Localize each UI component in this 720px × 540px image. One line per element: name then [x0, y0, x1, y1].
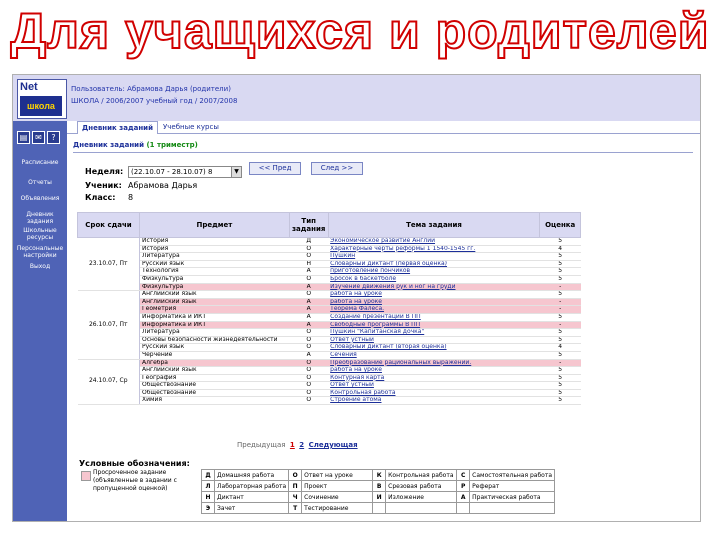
cell-subject: История: [140, 238, 290, 246]
cell-type: О: [289, 336, 328, 344]
table-row: [78, 351, 581, 359]
legend-code: [457, 503, 470, 514]
student-label: Ученик:: [85, 181, 122, 190]
left-nav: [13, 121, 67, 521]
col-header-topic[interactable]: Тема задания: [328, 213, 540, 238]
cell-subject: Физкультура: [140, 283, 290, 291]
nav-item-reports[interactable]: Отчеты: [28, 179, 52, 186]
chevron-down-icon[interactable]: ▼: [231, 167, 241, 177]
cell-subject: Английский язык: [140, 367, 290, 375]
legend-meaning: Практическая работа: [470, 492, 555, 503]
netschool-logo[interactable]: [17, 79, 67, 119]
table-row: [78, 397, 581, 405]
cell-topic[interactable]: работа на уроке: [328, 291, 540, 299]
legend-code: П: [289, 481, 302, 492]
legend-meaning: Лабораторная работа: [215, 481, 289, 492]
cell-subject: Физкультура: [140, 275, 290, 283]
legend-code: Ч: [289, 492, 302, 503]
cell-subject: Русский язык: [140, 260, 290, 268]
legend-note: Просроченное задание (объявленные в задании с пропущенной оценкой): [93, 469, 177, 492]
student-value: Абрамова Дарья: [128, 181, 198, 190]
cell-subject: Геометрия: [140, 306, 290, 314]
cell-grade: -: [540, 359, 581, 367]
col-header-grade[interactable]: Оценка: [540, 213, 581, 238]
cell-subject: Химия: [140, 397, 290, 405]
cell-subject: Информатика и ИКТ: [140, 313, 290, 321]
cell-grade: 5: [540, 238, 581, 246]
legend-meaning: [470, 503, 555, 514]
table-body: [78, 238, 581, 405]
legend-code: [373, 503, 386, 514]
legend-meaning: Проект: [302, 481, 373, 492]
class-label: Класс:: [85, 193, 116, 202]
legend-meaning: Тестирование: [302, 503, 373, 514]
cell-subject: Английский язык: [140, 298, 290, 306]
cell-grade: 5: [540, 382, 581, 390]
week-select-value: (22.10.07 - 28.10.07) 8: [131, 168, 213, 176]
cell-grade: 5: [540, 336, 581, 344]
cell-topic[interactable]: приготовление пончиков: [328, 268, 540, 276]
cell-topic[interactable]: Бросок в баскетболе: [328, 275, 540, 283]
cell-grade: 5: [540, 329, 581, 337]
cell-grade: -: [540, 298, 581, 306]
legend-meaning: Срезовая работа: [386, 481, 457, 492]
legend-meaning: Реферат: [470, 481, 555, 492]
legend-meaning: Сочинение: [302, 492, 373, 503]
prev-week-button[interactable]: << Пред: [249, 162, 301, 175]
cell-grade: 4: [540, 344, 581, 352]
cell-subject: Английский язык: [140, 291, 290, 299]
table-row: [78, 238, 581, 246]
table-row: [78, 359, 581, 367]
table-row: [78, 382, 581, 390]
cell-subject: Обществознание: [140, 389, 290, 397]
cell-type: А: [289, 283, 328, 291]
overdue-swatch: [81, 471, 91, 481]
cell-subject: Литература: [140, 329, 290, 337]
legend-row: [202, 470, 555, 481]
tab-diary[interactable]: Дневник заданий: [77, 121, 158, 134]
legend-table: [201, 469, 555, 514]
cell-grade: -: [540, 306, 581, 314]
cell-type: А: [289, 313, 328, 321]
cell-type: А: [289, 306, 328, 314]
table-row: [78, 374, 581, 382]
cell-grade: 5: [540, 275, 581, 283]
cell-grade: 4: [540, 245, 581, 253]
legend-meaning: Зачет: [215, 503, 289, 514]
cell-date: 23.10.07, Пт: [78, 238, 140, 291]
legend-meaning: Диктант: [215, 492, 289, 503]
cell-topic[interactable]: Экономическое развитие Англии: [328, 238, 540, 246]
legend-code: Л: [202, 481, 215, 492]
legend-code: В: [373, 481, 386, 492]
cell-type: О: [289, 374, 328, 382]
table-row: [78, 268, 581, 276]
breadcrumb[interactable]: ШКОЛА / 2006/2007 учебный год / 2007/2008: [71, 97, 238, 105]
table-row: [78, 367, 581, 375]
week-label: Неделя:: [85, 167, 124, 176]
legend-code: Н: [202, 492, 215, 503]
col-header-date[interactable]: Срок сдачи: [78, 213, 140, 238]
pager-next[interactable]: Следующая: [308, 441, 358, 449]
term-label: (1 триместр): [146, 141, 198, 149]
table-row: [78, 260, 581, 268]
legend-code: А: [457, 492, 470, 503]
logo-net-text: Net: [20, 81, 38, 93]
cell-topic[interactable]: Изучение движения рук и ног на груди: [328, 283, 540, 291]
nav-icon-bar: [17, 125, 62, 141]
divider: [73, 152, 693, 153]
pager-page-2[interactable]: 2: [299, 441, 305, 449]
table-row: [78, 329, 581, 337]
cell-topic[interactable]: работа на уроке: [328, 367, 540, 375]
cell-subject: Литература: [140, 253, 290, 261]
table-row: [78, 344, 581, 352]
app-window: [12, 74, 701, 522]
table-row: [78, 389, 581, 397]
cell-topic[interactable]: Пушкин: [328, 253, 540, 261]
table-row: [78, 291, 581, 299]
cell-grade: 5: [540, 291, 581, 299]
nav-item-diary[interactable]: Дневник задания: [26, 211, 54, 225]
cell-topic[interactable]: Теорема Фалеса.: [328, 306, 540, 314]
cell-subject: Технология: [140, 268, 290, 276]
cell-subject: Русский язык: [140, 344, 290, 352]
table-header-row: [78, 213, 581, 238]
nav-item-settings[interactable]: Персональные настройки: [16, 245, 64, 259]
slide-title: Для учащихся и родителей: [10, 3, 710, 59]
table-row: [78, 313, 581, 321]
next-week-button[interactable]: След >>: [311, 162, 363, 175]
logo-school-text: школа: [20, 96, 62, 116]
cell-type: А: [289, 298, 328, 306]
cell-topic[interactable]: Ответ устный: [328, 382, 540, 390]
cell-type: О: [289, 329, 328, 337]
cell-topic[interactable]: Контурная карта: [328, 374, 540, 382]
cell-topic[interactable]: работа на уроке: [328, 298, 540, 306]
cell-type: О: [289, 359, 328, 367]
cell-date: 24.10.07, Ср: [78, 359, 140, 405]
legend-code: Э: [202, 503, 215, 514]
cell-type: Н: [289, 260, 328, 268]
legend-code: С: [457, 470, 470, 481]
cell-type: О: [289, 291, 328, 299]
page-title: [73, 141, 198, 149]
tab-bar: [67, 121, 700, 134]
week-select[interactable]: [128, 166, 242, 178]
legend-meaning: Изложение: [386, 492, 457, 503]
table-row: [78, 283, 581, 291]
cell-date: 26.10.07, Пт: [78, 291, 140, 359]
cell-type: Д: [289, 238, 328, 246]
cell-grade: 5: [540, 351, 581, 359]
legend-code: И: [373, 492, 386, 503]
cell-topic[interactable]: Строение атома: [328, 397, 540, 405]
cell-topic[interactable]: Словарный диктант (вторая оценка): [328, 344, 540, 352]
cell-type: А: [289, 351, 328, 359]
cell-grade: 5: [540, 268, 581, 276]
cell-type: О: [289, 397, 328, 405]
cell-type: О: [289, 253, 328, 261]
cell-topic[interactable]: Характерные черты реформы 1 1540-1545 гг.: [328, 245, 540, 253]
cell-topic[interactable]: Преобразование рациональных выражений.: [328, 359, 540, 367]
nav-item-exit[interactable]: Выход: [29, 263, 51, 270]
legend-meaning: [386, 503, 457, 514]
cell-subject: География: [140, 374, 290, 382]
legend-row: [202, 503, 555, 514]
table-row: [78, 336, 581, 344]
legend-code: К: [373, 470, 386, 481]
cell-subject: Информатика и ИКТ: [140, 321, 290, 329]
table-row: [78, 321, 581, 329]
nav-item-resources[interactable]: Школьные ресурсы: [23, 227, 57, 241]
legend-row: [202, 481, 555, 492]
pager-prev: Предыдущая: [237, 441, 286, 449]
cell-grade: -: [540, 283, 581, 291]
cell-type: О: [289, 245, 328, 253]
cell-grade: -: [540, 321, 581, 329]
calendar-icon[interactable]: ▤: [17, 131, 30, 144]
cell-subject: История: [140, 245, 290, 253]
legend-code: Т: [289, 503, 302, 514]
cell-topic[interactable]: Контрольная работа: [328, 389, 540, 397]
cell-type: О: [289, 344, 328, 352]
legend-code: Д: [202, 470, 215, 481]
cell-type: А: [289, 321, 328, 329]
cell-topic[interactable]: Свободные программы В ПП: [328, 321, 540, 329]
cell-type: О: [289, 389, 328, 397]
cell-type: О: [289, 367, 328, 375]
app-header: [13, 75, 700, 121]
cell-topic[interactable]: Словарный диктант (первая оценка): [328, 260, 540, 268]
cell-grade: 5: [540, 253, 581, 261]
user-line: Пользователь: Абрамова Дарья (родители): [71, 85, 231, 93]
legend-row: [202, 492, 555, 503]
cell-type: О: [289, 275, 328, 283]
assignments-table: [77, 212, 581, 405]
cell-topic[interactable]: Сечения: [328, 351, 540, 359]
cell-grade: 5: [540, 374, 581, 382]
legend-meaning: Контрольная работа: [386, 470, 457, 481]
cell-type: А: [289, 268, 328, 276]
cell-topic[interactable]: Ответ устный: [328, 336, 540, 344]
pager: [237, 441, 358, 449]
cell-grade: 5: [540, 313, 581, 321]
nav-item-announcements[interactable]: Объявления: [20, 195, 60, 202]
table-row: [78, 253, 581, 261]
table-row: [78, 306, 581, 314]
help-icon[interactable]: ?: [47, 131, 60, 144]
cell-topic[interactable]: Пушкин "Капитанская дочка": [328, 329, 540, 337]
col-header-subject[interactable]: Предмет: [140, 213, 290, 238]
tab-courses[interactable]: Учебные курсы: [163, 123, 219, 131]
table-row: [78, 298, 581, 306]
cell-topic[interactable]: Создание презентации В ПП: [328, 313, 540, 321]
mail-icon[interactable]: ✉: [32, 131, 45, 144]
cell-grade: 5: [540, 367, 581, 375]
legend-code: Р: [457, 481, 470, 492]
legend-meaning: Домашняя работа: [215, 470, 289, 481]
cell-type: О: [289, 382, 328, 390]
cell-subject: Основы безопасности жизнедеятельности: [140, 336, 290, 344]
legend-meaning: Ответ на уроке: [302, 470, 373, 481]
page-title-text: Дневник заданий: [73, 141, 144, 149]
cell-grade: 5: [540, 260, 581, 268]
legend-code: О: [289, 470, 302, 481]
cell-subject: Алгебра: [140, 359, 290, 367]
legend-meaning: Самостоятельная работа: [470, 470, 555, 481]
cell-subject: Черчение: [140, 351, 290, 359]
table-row: [78, 275, 581, 283]
nav-item-schedule[interactable]: Расписание: [21, 159, 59, 166]
pager-page-1[interactable]: 1: [289, 441, 295, 449]
table-row: [78, 245, 581, 253]
legend-title: Условные обозначения:: [79, 459, 190, 468]
cell-subject: Обществознание: [140, 382, 290, 390]
class-value: 8: [128, 193, 134, 202]
cell-grade: 5: [540, 397, 581, 405]
cell-grade: 5: [540, 389, 581, 397]
col-header-type[interactable]: Тип задания: [289, 213, 328, 238]
